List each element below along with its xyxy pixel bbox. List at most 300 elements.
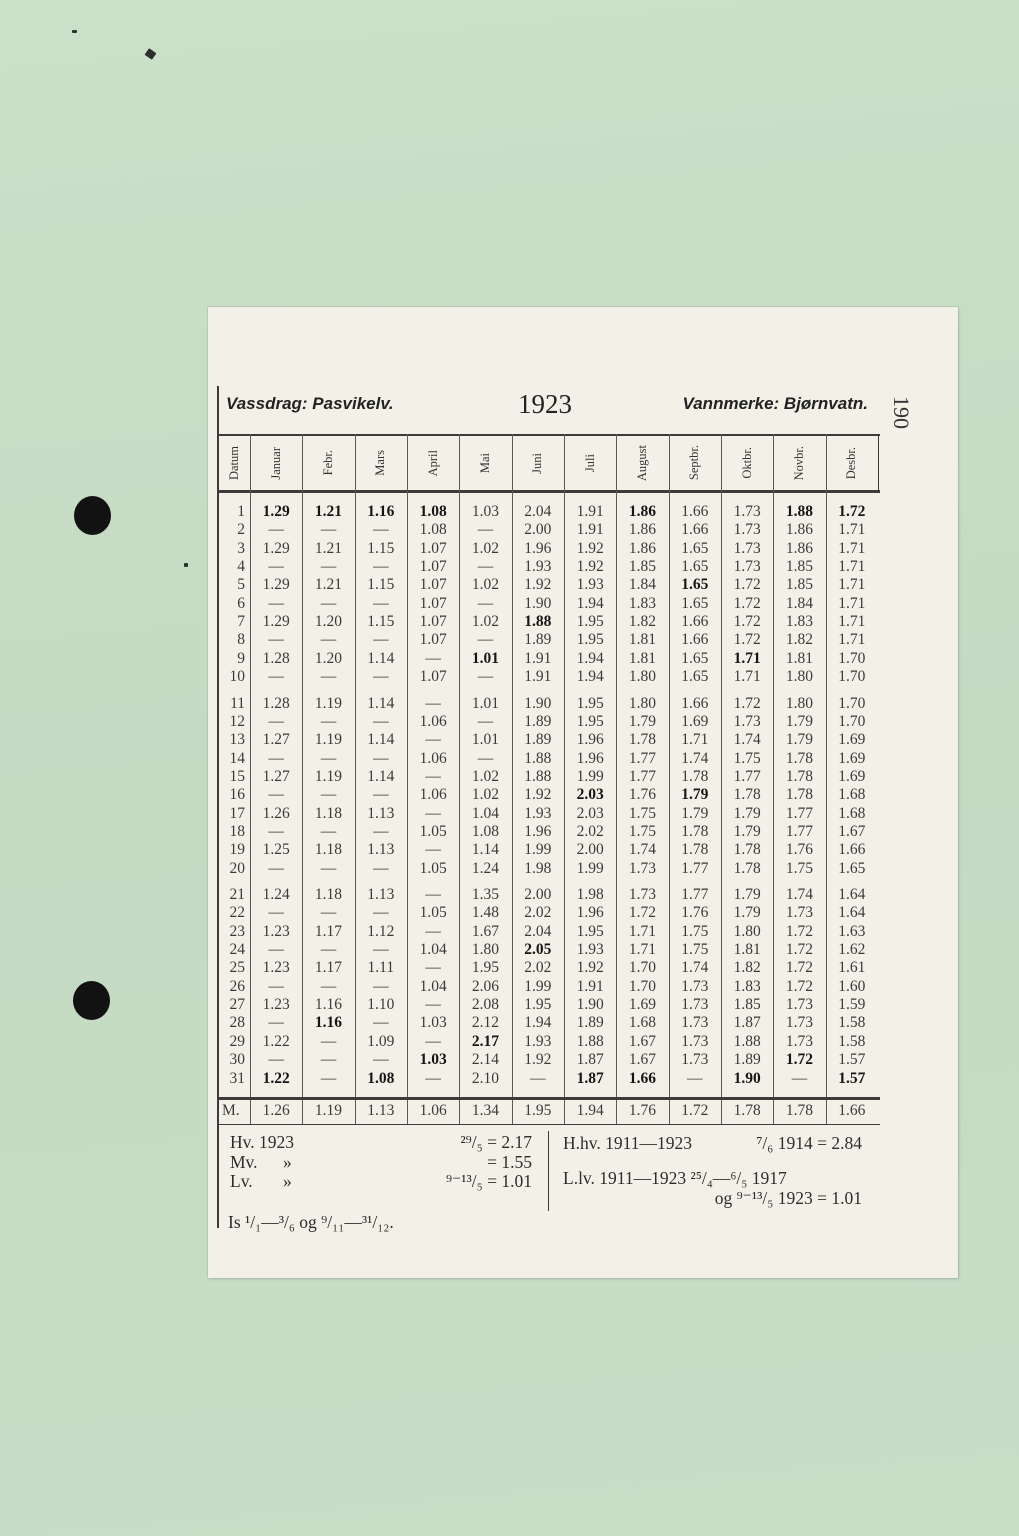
- value-cell: 1.83: [785, 613, 814, 631]
- column-header-month: [407, 436, 459, 490]
- value-cell: 1.07: [419, 594, 447, 612]
- value-cell: 1.57: [838, 1069, 866, 1087]
- column-header-label: Datum: [226, 445, 241, 481]
- value-cell: —: [320, 977, 337, 995]
- value-cell: 1.01: [471, 694, 500, 712]
- value-cell: 1.68: [838, 804, 866, 822]
- value-cell: —: [373, 1014, 389, 1032]
- value-cell: 1.80: [785, 668, 814, 686]
- day-cell: 4: [237, 558, 245, 576]
- value-cell: 1.95: [576, 613, 604, 631]
- value-cell: 1.73: [628, 859, 657, 877]
- day-cell: 3: [237, 539, 245, 557]
- day-cell: 22: [229, 904, 245, 922]
- value-cell: 1.70: [628, 959, 657, 977]
- lv-ditto: »: [283, 1171, 292, 1191]
- value-cell: 1.98: [576, 886, 604, 903]
- page-number: 190: [889, 396, 914, 429]
- grid-line: [878, 434, 879, 492]
- value-cell: —: [373, 594, 389, 612]
- mean-value-cell: 1.78: [785, 1102, 814, 1119]
- value-cell: 1.96: [524, 822, 552, 840]
- value-cell: 1.71: [628, 941, 657, 959]
- day-cell: 7: [237, 613, 245, 631]
- column-header-month: [773, 436, 825, 490]
- column-header-label: Septbr.: [687, 445, 702, 481]
- value-cell: 1.19: [314, 767, 343, 785]
- llv-line2: og ⁹⁻¹³/₅ 1923 = 1.01: [714, 1188, 862, 1208]
- column-header-label: Febr.: [320, 450, 335, 476]
- day-cell: 15: [229, 767, 245, 785]
- column-header-label: Juni: [530, 452, 545, 474]
- value-cell: —: [373, 941, 389, 959]
- value-cell: 1.07: [419, 576, 447, 594]
- value-cell: 1.78: [785, 767, 814, 785]
- mv-value: = 1.55: [487, 1152, 532, 1172]
- value-cell: 1.71: [733, 668, 761, 686]
- value-cell: 1.65: [681, 576, 709, 594]
- value-cell: 1.78: [681, 841, 709, 859]
- value-cell: 1.71: [733, 649, 761, 667]
- value-cell: 1.19: [314, 694, 343, 712]
- day-cell: 24: [229, 941, 245, 959]
- mean-value-cell: 1.06: [419, 1102, 447, 1119]
- value-cell: —: [268, 977, 284, 995]
- grid-line: [564, 434, 565, 1125]
- column-header-month: [669, 436, 721, 490]
- grid-line: [217, 490, 880, 493]
- value-cell: 1.95: [576, 694, 604, 712]
- column-header-month: [355, 436, 407, 490]
- value-cell: 1.80: [785, 694, 814, 712]
- value-cell: 1.95: [524, 996, 552, 1014]
- value-cell: 1.67: [471, 922, 500, 940]
- value-cell: —: [425, 886, 441, 903]
- column-header-label: Januar: [268, 446, 283, 480]
- value-cell: 1.94: [576, 649, 604, 667]
- mean-value-cell: 1.72: [681, 1102, 709, 1119]
- day-cell: 11: [230, 694, 245, 712]
- day-cell: 18: [229, 822, 245, 840]
- lv-label: Lv.: [230, 1171, 253, 1191]
- value-cell: 1.66: [838, 841, 866, 859]
- value-cell: 1.81: [628, 649, 657, 667]
- value-cell: 1.77: [785, 822, 814, 840]
- value-cell: 1.91: [524, 668, 552, 686]
- mean-value-cell: 1.94: [576, 1102, 604, 1119]
- value-cell: 1.69: [838, 731, 866, 749]
- value-cell: 1.62: [838, 941, 866, 959]
- value-cell: 1.71: [838, 613, 866, 631]
- value-cell: 1.27: [262, 731, 290, 749]
- value-cell: 1.17: [314, 922, 343, 940]
- value-cell: 1.83: [628, 594, 657, 612]
- value-cell: 1.99: [576, 859, 604, 877]
- value-cell: —: [320, 668, 337, 686]
- value-cell: 1.89: [524, 731, 552, 749]
- value-cell: 1.82: [733, 959, 761, 977]
- value-cell: 1.05: [419, 904, 447, 922]
- value-cell: 1.81: [733, 941, 761, 959]
- value-cell: 1.73: [628, 886, 657, 903]
- value-cell: 1.07: [419, 631, 447, 649]
- value-cell: —: [425, 996, 441, 1014]
- day-cell: 19: [229, 841, 245, 859]
- mean-value-cell: 1.66: [838, 1102, 866, 1119]
- speck: [184, 563, 188, 567]
- value-cell: —: [373, 977, 389, 995]
- value-cell: 1.71: [838, 539, 866, 557]
- value-cell: 1.81: [628, 631, 657, 649]
- value-cell: 1.29: [262, 613, 290, 631]
- value-cell: 1.24: [262, 886, 290, 903]
- value-cell: 1.96: [524, 539, 552, 557]
- mean-value-cell: 1.19: [314, 1102, 343, 1119]
- value-cell: 1.73: [785, 1014, 814, 1032]
- value-cell: 1.12: [367, 922, 395, 940]
- value-cell: 1.73: [681, 977, 709, 995]
- day-cell: 9: [237, 649, 245, 667]
- river-system-label: Vassdrag: Pasvikelv.: [226, 394, 394, 413]
- value-cell: 2.04: [524, 503, 552, 520]
- value-cell: —: [268, 822, 284, 840]
- value-cell: 1.18: [314, 886, 343, 903]
- value-cell: 1.91: [576, 977, 604, 995]
- value-cell: 1.92: [576, 539, 604, 557]
- value-cell: 1.01: [471, 731, 500, 749]
- value-cell: —: [425, 767, 441, 785]
- value-cell: 1.24: [471, 859, 500, 877]
- day-cell: 2: [237, 521, 245, 539]
- mean-value-cell: 1.76: [628, 1102, 657, 1119]
- value-cell: 1.74: [733, 731, 761, 749]
- value-cell: 1.87: [576, 1069, 604, 1087]
- grid-line: [459, 434, 460, 1125]
- value-cell: —: [268, 1051, 284, 1069]
- day-cell: 8: [237, 631, 245, 649]
- value-cell: 1.78: [628, 731, 657, 749]
- value-cell: 1.99: [524, 841, 552, 859]
- value-cell: 1.80: [733, 922, 761, 940]
- value-cell: 1.75: [628, 822, 657, 840]
- value-cell: 2.03: [576, 786, 604, 804]
- value-cell: 1.05: [419, 859, 447, 877]
- value-cell: 1.87: [576, 1051, 604, 1069]
- value-cell: 1.06: [419, 749, 447, 767]
- value-cell: 2.04: [524, 922, 552, 940]
- column-header-label: Mars: [373, 450, 388, 476]
- value-cell: 1.88: [576, 1032, 604, 1050]
- value-cell: 1.75: [628, 804, 657, 822]
- day-cell: 31: [229, 1069, 245, 1087]
- value-cell: 1.66: [681, 503, 709, 520]
- value-cell: —: [373, 904, 389, 922]
- value-cell: 1.82: [785, 631, 814, 649]
- value-cell: 1.59: [838, 996, 866, 1014]
- day-cell: 27: [229, 996, 245, 1014]
- value-cell: 1.99: [524, 977, 552, 995]
- value-cell: 1.92: [576, 959, 604, 977]
- value-cell: 1.70: [838, 649, 866, 667]
- value-cell: 2.08: [471, 996, 500, 1014]
- value-cell: 1.72: [733, 694, 761, 712]
- value-cell: 1.72: [733, 594, 761, 612]
- value-cell: 1.76: [785, 841, 814, 859]
- value-cell: 1.89: [524, 631, 552, 649]
- value-cell: 1.10: [367, 996, 395, 1014]
- value-cell: 1.76: [628, 786, 657, 804]
- value-cell: 1.88: [524, 767, 552, 785]
- value-cell: 1.88: [524, 749, 552, 767]
- column-header-month: [721, 436, 773, 490]
- value-cell: 1.87: [733, 1014, 761, 1032]
- value-cell: —: [425, 922, 441, 940]
- value-cell: —: [320, 749, 337, 767]
- value-cell: 1.13: [367, 886, 395, 903]
- mean-value-cell: 1.13: [367, 1102, 395, 1119]
- value-cell: —: [320, 859, 337, 877]
- grid-line: [773, 434, 774, 1125]
- value-cell: 1.80: [628, 668, 657, 686]
- value-cell: 1.02: [471, 613, 500, 631]
- value-cell: 1.04: [419, 977, 447, 995]
- value-cell: —: [373, 749, 389, 767]
- grid-line: [217, 1124, 880, 1125]
- value-cell: —: [320, 631, 337, 649]
- value-cell: 1.90: [524, 594, 552, 612]
- value-cell: 1.91: [524, 649, 552, 667]
- value-cell: —: [425, 1032, 441, 1050]
- value-cell: 1.79: [785, 731, 814, 749]
- column-header-label: Novbr.: [791, 445, 806, 481]
- value-cell: 1.66: [681, 694, 709, 712]
- value-cell: 1.14: [367, 767, 395, 785]
- value-cell: 1.77: [628, 749, 657, 767]
- value-cell: 1.09: [367, 1032, 395, 1050]
- value-cell: 2.05: [524, 941, 552, 959]
- value-cell: 1.71: [838, 558, 866, 576]
- value-cell: 1.79: [681, 804, 709, 822]
- value-cell: 1.77: [785, 804, 814, 822]
- value-cell: 1.16: [314, 996, 343, 1014]
- value-cell: 1.29: [262, 503, 290, 520]
- hhv-value: ⁷/₆ 1914 = 2.84: [756, 1133, 862, 1153]
- value-cell: 1.95: [576, 922, 604, 940]
- value-cell: 1.61: [838, 959, 866, 977]
- value-cell: 1.14: [367, 731, 395, 749]
- day-cell: 20: [229, 859, 245, 877]
- value-cell: 1.84: [785, 594, 814, 612]
- mean-label: M.: [222, 1102, 240, 1119]
- value-cell: 1.65: [681, 594, 709, 612]
- value-cell: 1.23: [262, 959, 290, 977]
- day-cell: 21: [229, 886, 245, 903]
- grid-line: [217, 434, 880, 436]
- value-cell: —: [530, 1069, 546, 1087]
- value-cell: 1.73: [681, 1032, 709, 1050]
- column-header-label: Juli: [582, 453, 597, 473]
- column-header-datum: [218, 436, 250, 490]
- day-cell: 28: [229, 1014, 245, 1032]
- value-cell: 1.76: [681, 904, 709, 922]
- value-cell: 1.72: [733, 631, 761, 649]
- value-cell: 1.08: [367, 1069, 395, 1087]
- value-cell: 1.66: [681, 613, 709, 631]
- value-cell: 1.95: [576, 631, 604, 649]
- mean-value-cell: 1.78: [733, 1102, 761, 1119]
- value-cell: 1.89: [524, 712, 552, 730]
- value-cell: 1.21: [314, 576, 343, 594]
- value-cell: 1.72: [785, 959, 814, 977]
- grid-line: [616, 434, 617, 1125]
- value-cell: 1.73: [733, 712, 761, 730]
- value-cell: 1.70: [628, 977, 657, 995]
- value-cell: 1.71: [838, 576, 866, 594]
- value-cell: 1.96: [576, 904, 604, 922]
- value-cell: 1.73: [681, 1051, 709, 1069]
- value-cell: —: [268, 594, 284, 612]
- value-cell: 1.86: [628, 539, 657, 557]
- value-cell: —: [268, 786, 284, 804]
- column-header-label: Mai: [477, 452, 492, 474]
- value-cell: 1.95: [471, 959, 500, 977]
- value-cell: —: [320, 822, 337, 840]
- hv-value: ²⁹/₅ = 2.17: [460, 1132, 532, 1152]
- value-cell: —: [477, 668, 494, 686]
- value-cell: 2.10: [471, 1069, 500, 1087]
- value-cell: 1.22: [262, 1069, 290, 1087]
- value-cell: 1.78: [785, 749, 814, 767]
- value-cell: 1.04: [471, 804, 500, 822]
- value-cell: 1.93: [524, 558, 552, 576]
- column-header-label: Oktbr.: [739, 447, 754, 479]
- value-cell: 1.89: [576, 1014, 604, 1032]
- value-cell: —: [477, 631, 494, 649]
- value-cell: 1.72: [733, 576, 761, 594]
- value-cell: 1.29: [262, 539, 290, 557]
- column-header-month: [826, 436, 878, 490]
- value-cell: 1.01: [471, 649, 500, 667]
- value-cell: 1.92: [524, 576, 552, 594]
- value-cell: 1.79: [733, 904, 761, 922]
- day-cell: 12: [229, 712, 245, 730]
- value-cell: —: [373, 668, 389, 686]
- value-cell: 1.14: [471, 841, 500, 859]
- mv-label: Mv.: [230, 1152, 258, 1172]
- column-header-month: [302, 436, 354, 490]
- day-cell: 26: [229, 977, 245, 995]
- value-cell: 1.94: [576, 668, 604, 686]
- value-cell: 1.90: [733, 1069, 761, 1087]
- value-cell: 1.13: [367, 841, 395, 859]
- value-cell: 1.96: [576, 749, 604, 767]
- value-cell: 1.90: [524, 694, 552, 712]
- value-cell: 1.29: [262, 576, 290, 594]
- value-cell: —: [477, 521, 494, 539]
- value-cell: 1.85: [628, 558, 657, 576]
- value-cell: 1.03: [419, 1014, 447, 1032]
- column-header-month: [459, 436, 511, 490]
- value-cell: 1.03: [419, 1051, 447, 1069]
- day-cell: 6: [237, 594, 245, 612]
- value-cell: 1.89: [733, 1051, 761, 1069]
- value-cell: 1.93: [524, 804, 552, 822]
- value-cell: 1.19: [314, 731, 343, 749]
- grid-line: [512, 434, 513, 1125]
- value-cell: 1.80: [628, 694, 657, 712]
- day-cell: 17: [229, 804, 245, 822]
- value-cell: 1.70: [838, 694, 866, 712]
- value-cell: 1.92: [576, 558, 604, 576]
- grid-line: [548, 1131, 549, 1211]
- hv-label: Hv. 1923: [230, 1132, 295, 1152]
- value-cell: 1.02: [471, 786, 500, 804]
- value-cell: 1.67: [838, 822, 866, 840]
- value-cell: —: [425, 649, 441, 667]
- value-cell: —: [425, 841, 441, 859]
- value-cell: 1.73: [733, 521, 761, 539]
- value-cell: 1.68: [628, 1014, 657, 1032]
- value-cell: 1.67: [628, 1051, 657, 1069]
- grid-line: [407, 434, 408, 1125]
- value-cell: —: [268, 859, 284, 877]
- value-cell: 1.74: [628, 841, 657, 859]
- value-cell: 1.60: [838, 977, 866, 995]
- value-cell: 1.71: [628, 922, 657, 940]
- value-cell: 1.88: [785, 503, 814, 520]
- value-cell: 1.66: [628, 1069, 657, 1087]
- value-cell: 1.48: [471, 904, 500, 922]
- value-cell: 1.79: [733, 886, 761, 903]
- value-cell: 1.91: [576, 503, 604, 520]
- value-cell: —: [320, 1051, 337, 1069]
- value-cell: 1.11: [367, 959, 395, 977]
- grid-line: [669, 434, 670, 1125]
- value-cell: 1.73: [733, 503, 761, 520]
- value-cell: —: [425, 959, 441, 977]
- value-cell: 1.79: [628, 712, 657, 730]
- value-cell: 1.74: [681, 959, 709, 977]
- value-cell: —: [320, 521, 337, 539]
- value-cell: 1.16: [314, 1014, 343, 1032]
- value-cell: 1.65: [681, 539, 709, 557]
- value-cell: —: [268, 668, 284, 686]
- value-cell: 1.67: [628, 1032, 657, 1050]
- value-cell: 1.91: [576, 521, 604, 539]
- value-cell: —: [320, 904, 337, 922]
- value-cell: 1.69: [681, 712, 709, 730]
- value-cell: 1.77: [681, 886, 709, 903]
- value-cell: 2.02: [524, 959, 552, 977]
- value-cell: 1.72: [785, 941, 814, 959]
- value-cell: 1.74: [785, 886, 814, 903]
- grid-line: [217, 1097, 880, 1100]
- gauge-label: Vannmerke: Bjørnvatn.: [682, 394, 868, 413]
- mv-ditto: »: [283, 1152, 292, 1172]
- value-cell: —: [687, 1069, 703, 1087]
- value-cell: 1.78: [785, 786, 814, 804]
- value-cell: 1.93: [576, 576, 604, 594]
- value-cell: 1.66: [681, 521, 709, 539]
- value-cell: 1.08: [471, 822, 500, 840]
- value-cell: 1.17: [314, 959, 343, 977]
- value-cell: 1.21: [314, 503, 343, 520]
- value-cell: 1.90: [576, 996, 604, 1014]
- value-cell: 1.06: [419, 712, 447, 730]
- value-cell: 1.57: [838, 1051, 866, 1069]
- value-cell: 1.18: [314, 804, 343, 822]
- day-cell: 13: [229, 731, 245, 749]
